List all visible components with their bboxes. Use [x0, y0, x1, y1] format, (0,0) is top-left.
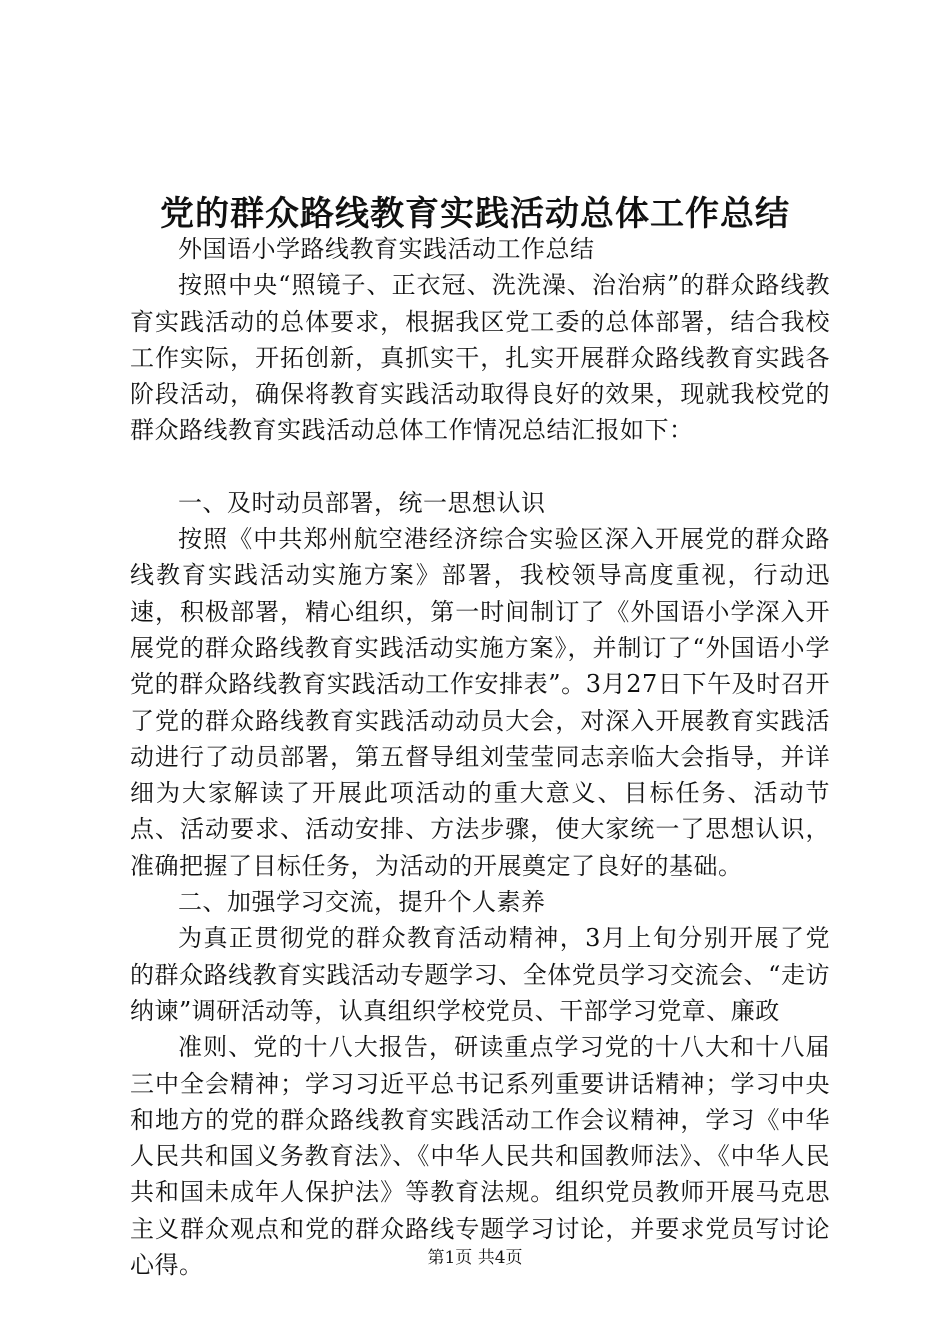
paragraph-section-1: 按照《中共郑州航空港经济综合实验区深入开展党的群众路线教育实践活动实施方案》部署，我校领导高度重视，行动迅速，积极部署，精心组织，第一时间制订了《外国语小学深入开展党的群众路线教育实践活动实施方案》，并制订了“外国语小学党的群众路线教育实践活动工作安排表”。3月27日下午及时召开了党的群众路线教育实践活动动员大会，对深入开展教育实践活动进行了动员部署，第五督导组刘莹莹同志亲临大会指导，并详细为大家解读了开展此项活动的重大意义、目标任务、活动节点、活动要求、活动安排、方法步骤，使大家统一了思想认识，准确把握了目标任务，为活动的开展奠定了良好的基础。 — [130, 525, 830, 880]
document-body — [130, 231, 830, 1283]
section-heading-2: 二、加强学习交流，提升个人素养 — [178, 888, 546, 917]
section-heading-1: 一、及时动员部署，统一思想认识 — [178, 488, 546, 517]
paragraph-intro: 按照中央“照镜子、正衣冠、洗洗澡、治治病”的群众路线教育实践活动的总体要求，根据我区党工委的总体部署，结合我校工作实际，开拓创新，真抓实干，扎实开展群众路线教育实践各阶段活动，确保将教育实践活动取得良好的效果，现就我校党的群众路线教育实践活动总体工作情况总结汇报如下： — [130, 271, 830, 445]
subtitle: 外国语小学路线教育实践活动工作总结 — [178, 235, 595, 263]
page-number-footer: 第1页 共4页 — [427, 1248, 523, 1268]
paragraph-section-2a: 为真正贯彻党的群众教育活动精神，3月上旬分别开展了党的群众路线教育实践活动专题学习、全体党员学习交流会、“走访纳谏”调研活动等，认真组织学校党员、干部学习党章、廉政 — [130, 924, 830, 1025]
paragraph-section-2b: 准则、党的十八大报告，研读重点学习党的十八大和十八届三中全会精神；学习习近平总书记系列重要讲话精神；学习中央和地方的党的群众路线教育实践活动工作会议精神，学习《中华人民共和国义务教育法》、《中华人民共和国教师法》、《中华人民共和国未成年人保护法》等教育法规。组织党员教师开展马克思主义群众观点和党的群众路线专题学习讨论，并要求党员写讨论心得。 — [130, 1033, 830, 1280]
document-title: 党的群众路线教育实践活动总体工作总结 — [160, 194, 790, 234]
